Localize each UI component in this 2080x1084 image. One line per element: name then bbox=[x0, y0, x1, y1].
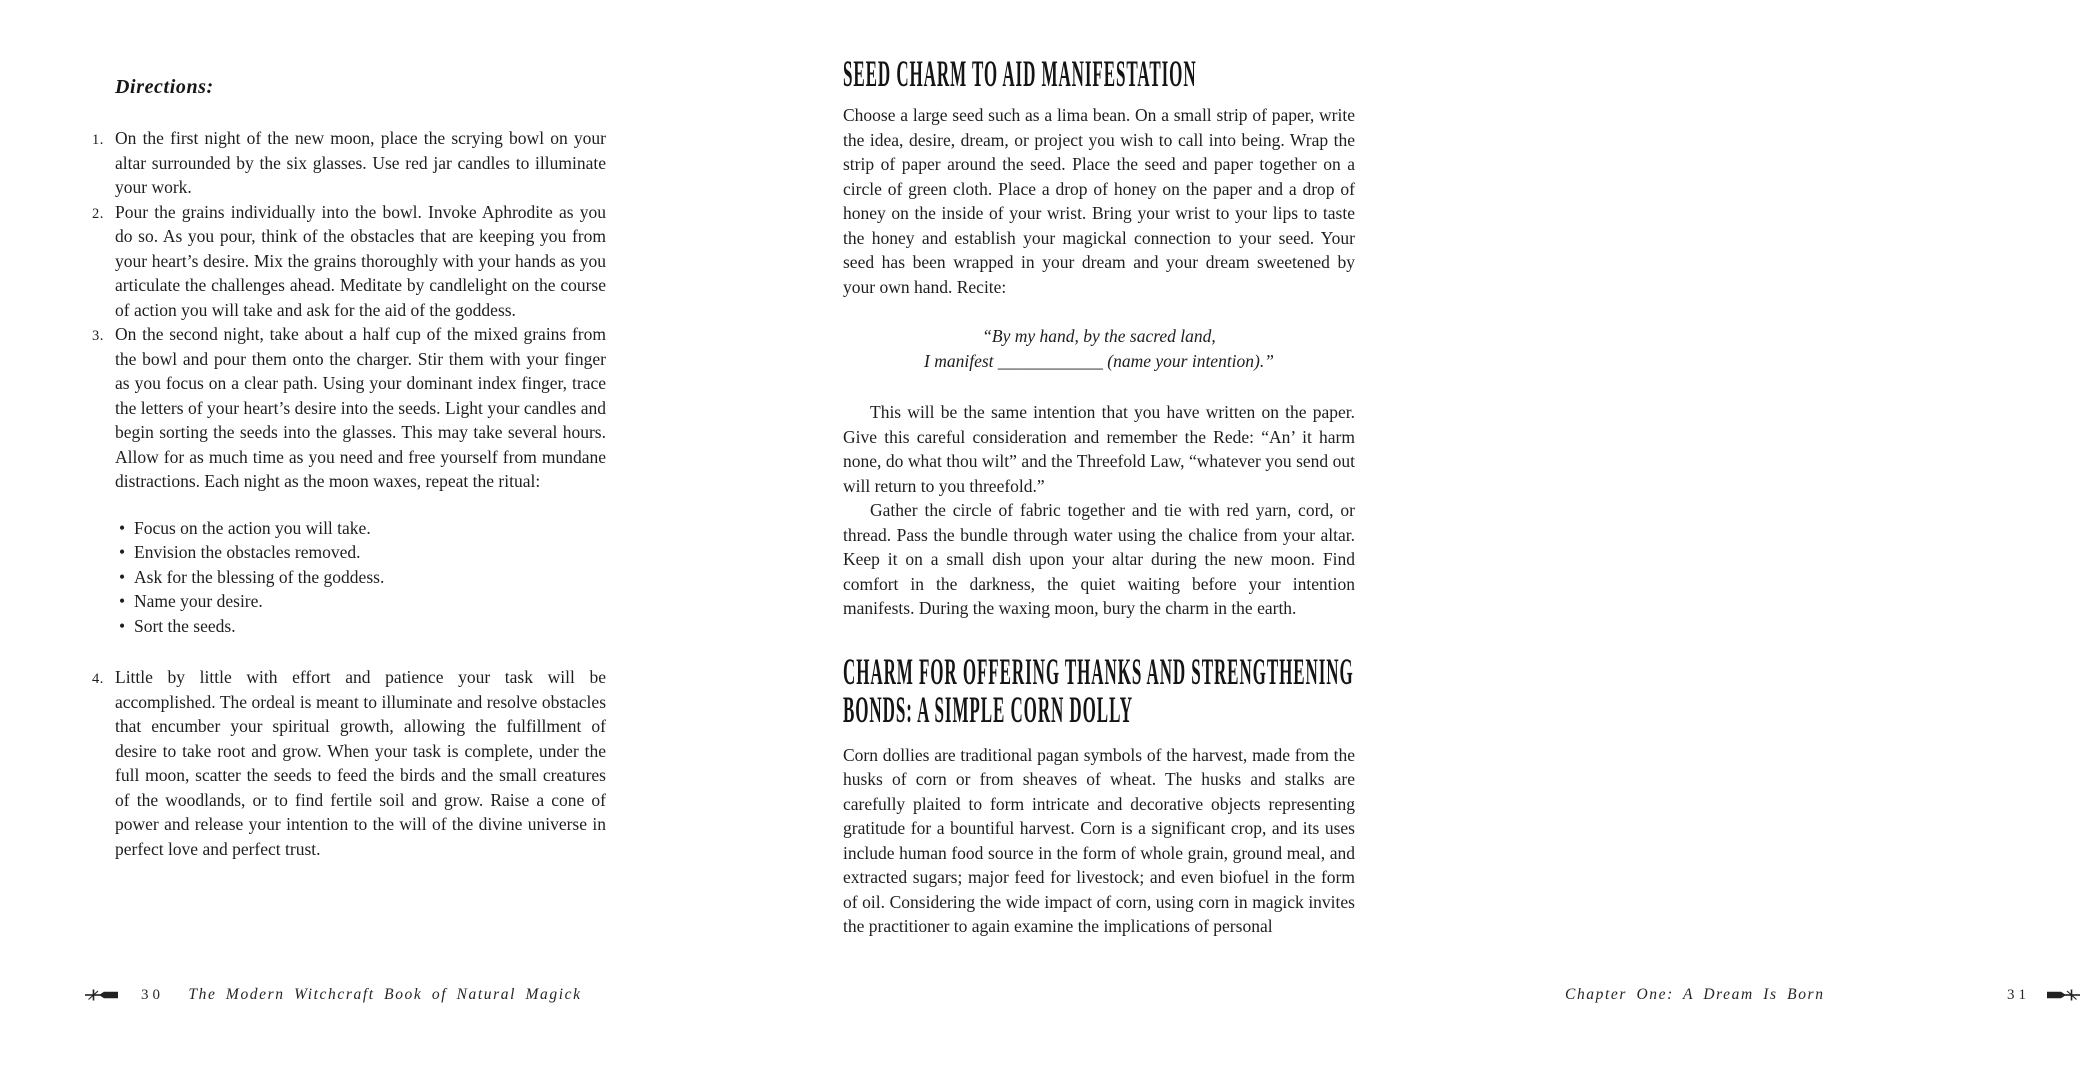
heading-line: CHARM FOR OFFERING THANKS AND STRENGTHENING bbox=[843, 651, 1354, 693]
item-text: Pour the grains individually into the bowl. Invoke Aphrodite as you do so. As you pour, think of the obstacles that are keeping you from your heart’s desire. Mix the grains thoroughly with your hands as you articulate the challenges ahead. Meditate by candlelight on the course of action you will take and ask for the aid of the goddess. bbox=[115, 201, 606, 320]
quote-line-1: “By my hand, by the sacred land, bbox=[982, 326, 1216, 346]
paragraph-seed-intro: Choose a large seed such as a lima bean. On a small strip of paper, write the idea, desire, dream, or project you wish to call into being. Wrap the strip of paper around the seed. Place the seed and paper together on a circle of green cloth. Place a drop of honey on the paper and a drop of honey on the inside of your wrist. Bring your wrist to your lips to taste the honey and establish your magickal connection to your seed. Your seed has been wrapped in your dream and your dream sweetened by your own hand. Recite: bbox=[843, 105, 1355, 297]
numbered-item-4 bbox=[92, 665, 606, 861]
incantation-quote bbox=[843, 324, 1355, 373]
quote-line-2: I manifest ____________ (name your intention).” bbox=[924, 350, 1274, 371]
list-item bbox=[115, 540, 606, 565]
bullet-list bbox=[115, 516, 606, 639]
paragraph-intention: This will be the same intention that you have written on the paper. Give this careful consideration and remember the Rede: “An’ it harm none, do what thou wilt” and the Threefold Law, “whatever you send out will return to you threefold.” bbox=[843, 402, 1355, 496]
arrow-ornament-icon bbox=[2046, 988, 2080, 1002]
bullet-marker: • bbox=[119, 542, 126, 562]
bullet-marker: • bbox=[119, 615, 126, 636]
bullet-text: Name your desire. bbox=[134, 591, 263, 611]
bullet-marker: • bbox=[119, 566, 126, 587]
item-number: 4. bbox=[92, 671, 104, 687]
page-number: 30 bbox=[141, 986, 164, 1003]
section-heading-corn-dolly bbox=[843, 651, 1355, 731]
item-number: 2. bbox=[92, 205, 104, 222]
list-item bbox=[115, 614, 606, 639]
heading-line: SEED CHARM TO AID MANIFESTATION bbox=[843, 54, 1197, 95]
heading-line: BONDS: A SIMPLE CORN DOLLY bbox=[843, 689, 1133, 731]
chapter-title: Chapter One: A Dream Is Born bbox=[1565, 986, 1825, 1003]
book-title: The Modern Witchcraft Book of Natural Magick bbox=[188, 986, 582, 1003]
left-page-footer bbox=[85, 984, 606, 1006]
numbered-item-2 bbox=[92, 200, 606, 323]
page-number: 31 bbox=[2007, 986, 2030, 1003]
bullet-text: Focus on the action you will take. bbox=[134, 517, 371, 538]
right-page bbox=[722, 0, 2030, 1084]
arrow-ornament-icon bbox=[85, 988, 119, 1002]
item-text: On the second night, take about a half cup of the mixed grains from the bowl and pour them onto the charger. Stir them with your finger as you focus on a clear path. Using your dominant index finger, trace the letters of your heart’s desire into the seeds. Light your candles and begin sorting the seeds into the glasses. This may take several hours. Allow for as much time as you need and free yourself from mundane distractions. Each night as the moon waxes, repeat the ritual: bbox=[115, 324, 606, 491]
list-item bbox=[115, 516, 606, 541]
bullet-marker: • bbox=[119, 517, 126, 538]
bullet-text: Ask for the blessing of the goddess. bbox=[134, 566, 385, 587]
list-item bbox=[115, 565, 606, 590]
numbered-item-3 bbox=[92, 322, 606, 494]
bullet-marker: • bbox=[119, 591, 126, 611]
item-number: 3. bbox=[92, 328, 104, 344]
right-page-content bbox=[843, 56, 1355, 939]
list-item bbox=[115, 589, 606, 614]
paragraph-gather: Gather the circle of fabric together and tie with red yarn, cord, or thread. Pass the bundle through water using the chalice from your altar. Keep it on a small dish upon your altar during the new moon. Find comfort in the darkness, the quiet waiting before your intention manifests. During the waxing moon, bury the charm in the earth. bbox=[843, 500, 1355, 618]
item-number: 1. bbox=[92, 132, 104, 148]
right-page-footer bbox=[1565, 984, 2080, 1006]
left-page bbox=[0, 0, 722, 1084]
item-text: Little by little with effort and patience your task will be accomplished. The ordeal is meant to illuminate and resolve obstacles that encumber your spiritual growth, allowing the fulfillment of desire to take root and grow. When your task is complete, under the full moon, scatter the seeds to feed the birds and the small creatures of the woodlands, or to find fertile soil and grow. Raise a cone of power and release your intention to the will of the divine universe in perfect love and perfect trust. bbox=[115, 667, 606, 859]
item-text: On the first night of the new moon, place the scrying bowl on your altar surrounded by the six glasses. Use red jar candles to illuminate your work. bbox=[115, 128, 606, 197]
bullet-text: Sort the seeds. bbox=[134, 615, 236, 636]
paragraph-corn-dolly: Corn dollies are traditional pagan symbols of the harvest, made from the husks of corn or from sheaves of wheat. The husks and stalks are carefully plaited to form intricate and decorative objects representing gratitude for a bountiful harvest. Corn is a significant crop, and its uses include human food source in the form of whole grain, ground meal, and extracted sugars; major feed for livestock; and even biofuel in the form of oil. Considering the wide impact of corn, using corn in magick invites the practitioner to again examine the implications of personal bbox=[843, 744, 1355, 936]
left-page-content bbox=[92, 76, 606, 861]
section-heading-seed-charm bbox=[843, 56, 1355, 94]
directions-heading: Directions: bbox=[115, 76, 214, 98]
bullet-text: Envision the obstacles removed. bbox=[134, 542, 361, 562]
numbered-item-1 bbox=[92, 126, 606, 200]
